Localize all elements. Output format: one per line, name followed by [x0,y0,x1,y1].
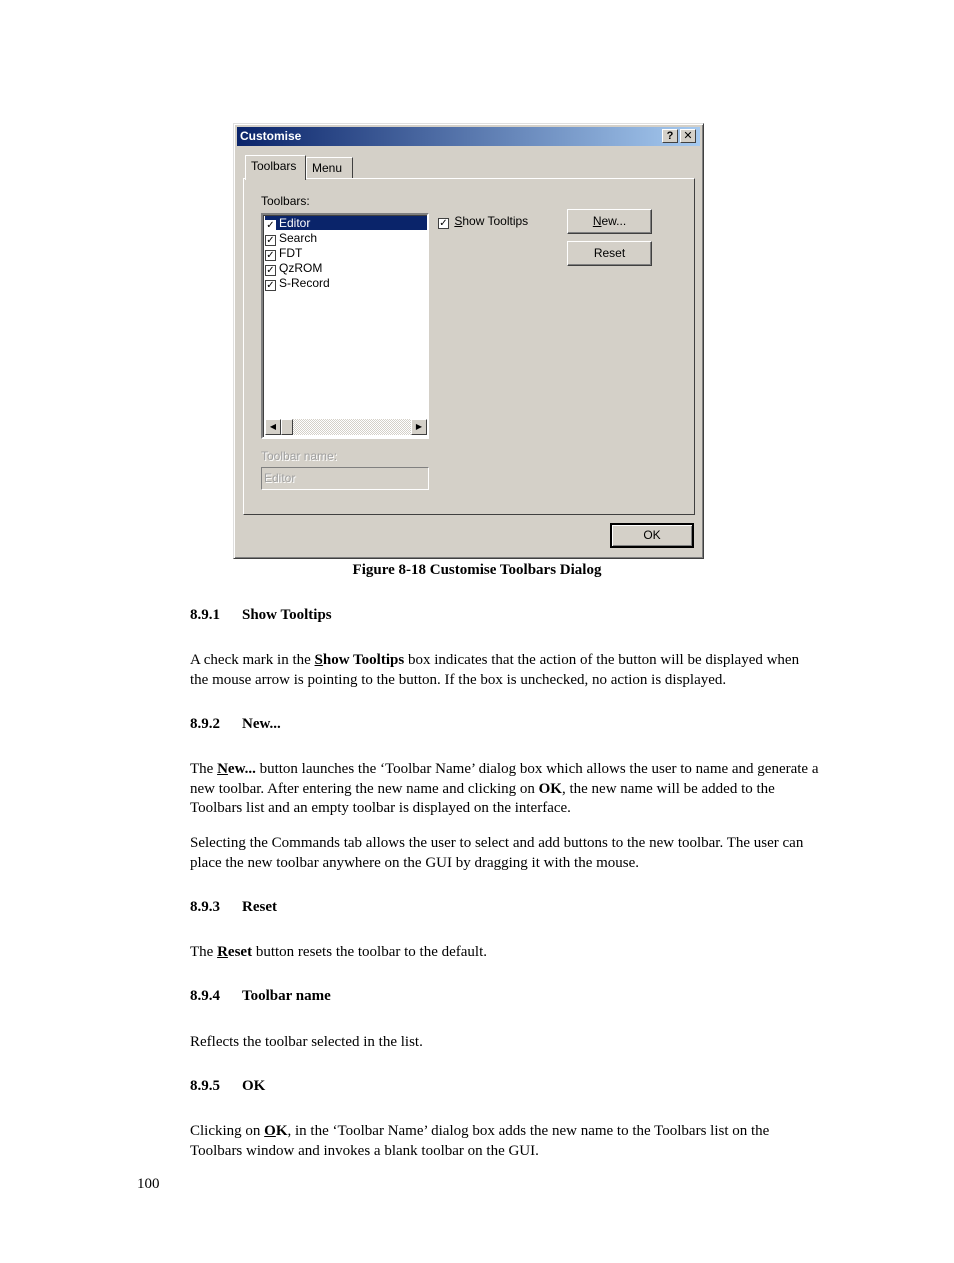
paragraph: The New... button launches the ‘Toolbar Name’ dialog box which allows the user to name and generate a new toolbar. After entering the new name and clicking on OK, the new name will be added to the Toolbars list and an empty toolbar is displayed on the interface. [190,761,819,816]
list-item[interactable]: ✓ QzROM [266,261,323,276]
show-tooltips-label: Show Tooltips [454,214,529,228]
list-item[interactable]: ✓ FDT [266,246,303,261]
list-item[interactable]: ✓ Editor [265,216,427,230]
help-button[interactable]: ? [662,129,678,143]
section-heading: 8.9.2 New... [190,716,281,732]
list-item[interactable]: ✓ S-Record [266,276,330,291]
tab-menu[interactable]: Menu [306,157,353,178]
close-button[interactable]: ✕ [680,129,696,143]
page-number: 100 [137,1176,160,1192]
section-heading: 8.9.1 Show Tooltips [190,607,332,623]
paragraph: Clicking on OK, in the ‘Toolbar Name’ dialog box adds the new name to the Toolbars list on the Toolbars window and invokes a blank toolbar on the GUI. [190,1123,770,1159]
paragraph: A check mark in the Show Tooltips box indicates that the action of the button will be displayed when the mouse arrow is pointing to the button. If the box is unchecked, no action is displayed. [190,652,800,688]
checkbox-checked-icon[interactable]: ✓ [266,250,275,261]
checkbox-checked-icon[interactable]: ✓ [266,235,275,246]
section-heading: 8.9.3 Reset [190,899,277,915]
section-heading: 8.9.5 OK [190,1078,266,1094]
checkbox-checked-icon[interactable]: ✓ [266,220,275,231]
customise-dialog [233,123,704,559]
scroll-right-arrow-icon[interactable]: ▶ [411,419,427,435]
figure-caption: Figure 8-18 Customise Toolbars Dialog [352,562,602,578]
section-heading: 8.9.4 Toolbar name [190,988,331,1004]
toolbars-label: Toolbars: [261,194,310,208]
new-button[interactable]: New... [567,209,652,234]
paragraph: The Reset button resets the toolbar to the default. [190,944,488,960]
paragraph: Selecting the Commands tab allows the user to select and add buttons to the new toolbar. The user can place the new toolbar anywhere on the GUI by dragging it with the mouse. [190,835,804,871]
scroll-left-arrow-icon[interactable]: ◀ [265,419,281,435]
checkbox-checked-icon[interactable]: ✓ [266,265,275,276]
list-item[interactable]: ✓ Search [266,231,318,246]
reset-button[interactable]: Reset [567,241,652,266]
toolbar-name-label: Toolbar name: [261,449,338,463]
checkbox-checked-icon[interactable]: ✓ [266,280,275,291]
dialog-title: Customise [240,129,302,143]
tab-panel [243,178,695,515]
checkbox-checked-icon[interactable]: ✓ [439,218,448,229]
tab-toolbars[interactable]: Toolbars [245,155,306,180]
toolbar-name-input[interactable]: Editor [261,467,429,490]
title-bar[interactable] [237,127,700,146]
paragraph: Reflects the toolbar selected in the list. [190,1034,423,1050]
ok-button[interactable]: OK [610,523,694,548]
